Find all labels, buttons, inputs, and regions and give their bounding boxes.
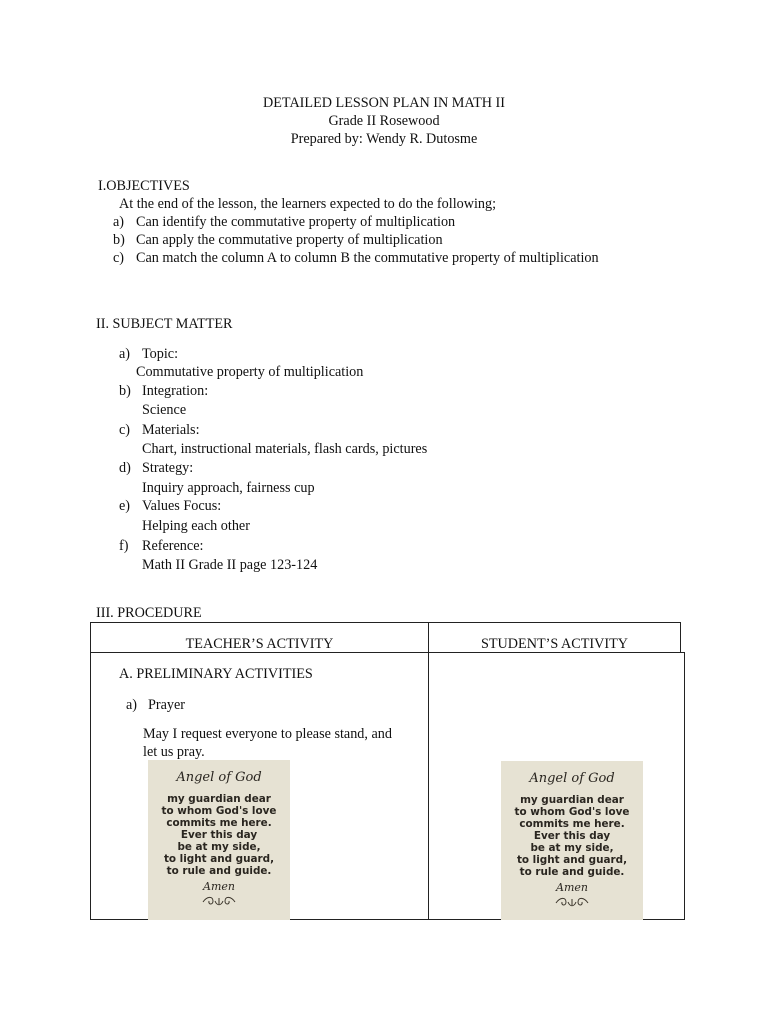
objectives-intro: At the end of the lesson, the learners expected to do the following; — [119, 196, 497, 212]
subject-item-title: Strategy: — [142, 460, 194, 476]
prayer-card-line: to whom God's love — [161, 805, 277, 817]
prayer-card-line: to rule and guide. — [166, 865, 272, 877]
prayer-instruction-line1: May I request everyone to please stand, and — [143, 726, 392, 742]
prayer-card-title: Angel of God — [176, 770, 262, 785]
preliminary-activities-heading: A. PRELIMINARY ACTIVITIES — [119, 666, 313, 682]
prayer-card-line: Ever this day — [180, 829, 258, 841]
prayer-card-amen: Amen — [203, 880, 235, 893]
objectives-heading: I.OBJECTIVES — [98, 178, 190, 194]
subject-item-value: Commutative property of multiplication — [136, 364, 364, 380]
table-border-left — [90, 622, 91, 920]
prayer-card-line: to whom God's love — [514, 806, 630, 818]
subject-matter-heading: II. SUBJECT MATTER — [96, 316, 233, 332]
ornament-icon — [501, 895, 643, 913]
subject-item-label: c) — [119, 422, 131, 438]
angel-of-god-prayer-card — [501, 761, 643, 920]
prayer-card-line: my guardian dear — [520, 794, 624, 806]
objective-text: Can apply the commutative property of multiplication — [136, 232, 443, 248]
subject-item-title: Integration: — [142, 383, 209, 399]
objective-text: Can identify the commutative property of multiplication — [136, 214, 456, 230]
subject-item-label: b) — [119, 383, 131, 399]
subject-item-value: Chart, instructional materials, flash cards, pictures — [142, 441, 428, 457]
document-title: DETAILED LESSON PLAN IN MATH II — [263, 95, 505, 111]
table-divider — [428, 622, 429, 920]
objective-item — [113, 249, 599, 267]
subject-item-label: f) — [119, 538, 129, 554]
objective-text: Can match the column A to column B the commutative property of multiplication — [136, 250, 599, 266]
prayer-card-line: be at my side, — [177, 841, 261, 853]
objective-item — [113, 213, 456, 231]
table-border-right — [684, 652, 685, 920]
prayer-instruction-line2: let us pray. — [143, 744, 205, 760]
subject-item-label: d) — [119, 460, 131, 476]
subject-item-title: Topic: — [142, 346, 179, 362]
prayer-card-title: Angel of God — [529, 771, 615, 786]
objective-label: b) — [113, 232, 125, 248]
prayer-card-line: to rule and guide. — [519, 866, 625, 878]
objective-item — [113, 231, 443, 249]
prayer-card-line: be at my side, — [530, 842, 614, 854]
prayer-card-line: to light and guard, — [516, 854, 628, 866]
grade-line: Grade II Rosewood — [328, 113, 440, 129]
subject-item-label: a) — [119, 346, 131, 362]
ornament-icon — [148, 894, 290, 912]
table-border-top — [90, 622, 680, 623]
prayer-card-line: to light and guard, — [163, 853, 275, 865]
angel-of-god-prayer-card — [148, 760, 290, 920]
prayer-card-amen: Amen — [556, 881, 588, 894]
prayer-card-line: commits me here. — [166, 817, 272, 829]
prepared-by: Prepared by: Wendy R. Dutosme — [290, 131, 478, 147]
subject-item-label: e) — [119, 498, 131, 514]
student-activity-header: STUDENT’S ACTIVITY — [481, 636, 628, 652]
teacher-activity-header: TEACHER’S ACTIVITY — [185, 636, 334, 652]
prayer-card-line: Ever this day — [533, 830, 611, 842]
prayer-card-line: commits me here. — [519, 818, 625, 830]
procedure-heading: III. PROCEDURE — [96, 605, 202, 621]
prayer-title: Prayer — [148, 697, 186, 713]
objective-label: a) — [113, 214, 125, 230]
prayer-label: a) — [126, 697, 138, 713]
subject-item-value: Helping each other — [142, 518, 250, 534]
objective-label: c) — [113, 250, 125, 266]
subject-item-value: Inquiry approach, fairness cup — [142, 480, 315, 496]
subject-item-value: Math II Grade II page 123-124 — [142, 557, 318, 573]
table-border-right-top — [680, 622, 681, 652]
subject-item-value: Science — [142, 402, 187, 418]
subject-item-title: Materials: — [142, 422, 200, 438]
prayer-card-line: my guardian dear — [167, 793, 271, 805]
subject-item-title: Values Focus: — [142, 498, 222, 514]
subject-item-title: Reference: — [142, 538, 204, 554]
